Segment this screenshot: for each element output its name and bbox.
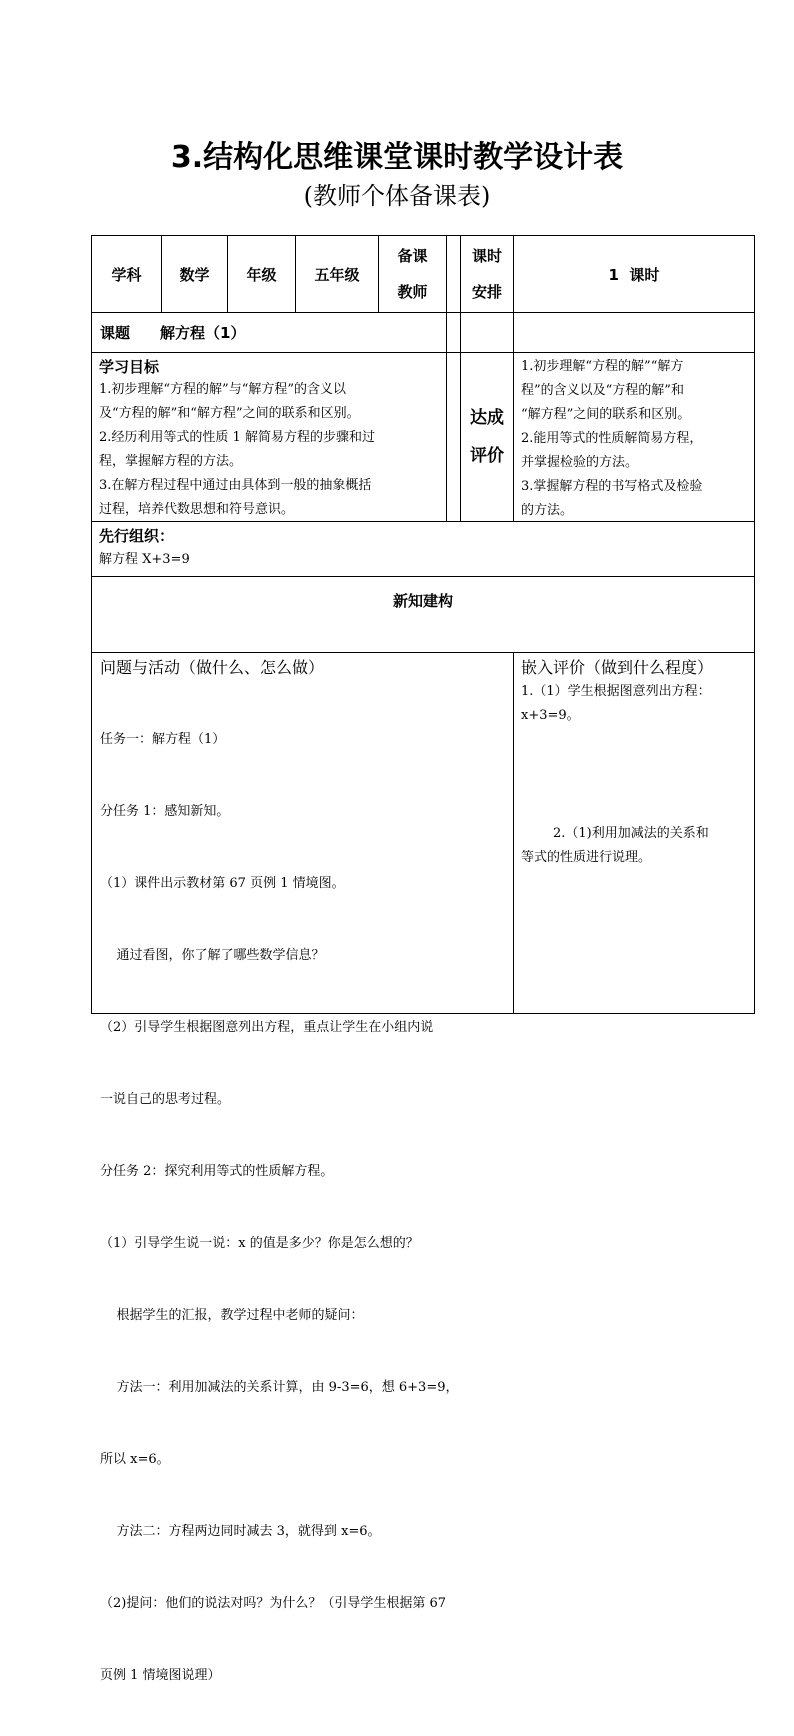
- activity-line: 任务一：解方程（1）: [100, 732, 226, 747]
- objective-line: 2.经历利用等式的性质 1 解简易方程的步骤和过: [99, 430, 375, 445]
- activity-line: 根据学生的汇报，教学过程中老师的疑问：: [100, 1308, 364, 1323]
- embedded-eval-item1: [521, 680, 753, 728]
- objective-line: 程，掌握解方程的方法。: [99, 454, 243, 469]
- evaluation-criteria: [521, 355, 753, 520]
- embedded-eval-heading: [521, 656, 753, 680]
- advance-organizer: [99, 524, 739, 574]
- activity-line: （2）引导学生根据图意列出方程，重点让学生在小组内说: [100, 1020, 434, 1035]
- activity-line: （1）课件出示教材第 67 页例 1 情境图。: [100, 876, 345, 891]
- objectives-heading: 学习目标: [99, 358, 160, 376]
- learning-objectives: [99, 356, 445, 521]
- embedded-eval-line: 2.（1)利用加减法的关系和: [553, 826, 709, 841]
- objective-line: 过程，培养代数思想和符号意识。: [99, 502, 295, 517]
- advance-organizer-heading: 先行组织：: [99, 527, 175, 545]
- activity-line: （1）引导学生说一说：x 的值是多少？你是怎么想的？: [100, 1236, 419, 1251]
- activity-line: （2)提问：他们的说法对吗？为什么？（引导学生根据第 67: [100, 1596, 447, 1611]
- document-title: 3.结构化思维课堂课时教学设计表: [170, 140, 624, 175]
- activity-line: 一说自己的思考过程。: [100, 1092, 231, 1107]
- prep-teacher-label-line1: 备课: [397, 247, 428, 265]
- advance-organizer-text: 解方程 X+3=9: [99, 552, 190, 567]
- activity-line: 分任务 1：感知新知。: [100, 804, 230, 819]
- activity-line: 通过看图，你了解了哪些数学信息？: [100, 948, 325, 963]
- activity-line: 方法二：方程两边同时减去 3，就得到 x=6。: [100, 1524, 381, 1539]
- period-value: 1 课时: [608, 265, 660, 284]
- topic-row: [100, 313, 440, 352]
- grade-label: 年级: [246, 265, 277, 284]
- prep-teacher-label: [379, 236, 446, 312]
- grade-value: 五年级: [314, 265, 360, 284]
- activities-heading: 问题与活动（做什么、怎么做）: [100, 658, 325, 677]
- objectives-text: [99, 378, 445, 522]
- embedded-evaluation: [521, 656, 753, 1012]
- objective-line: 1.初步理解“方程的解”与“解方程”的含义以: [99, 382, 346, 397]
- topic-label: 课题: [100, 324, 131, 342]
- embedded-eval-line: 1.（1）学生根据图意列出方程：: [521, 684, 711, 699]
- period-label-line1: 课时: [471, 247, 502, 265]
- period-label: [461, 236, 513, 312]
- subject-value: 数学: [179, 265, 210, 284]
- eval-line: 2.能用等式的性质解简易方程，: [521, 431, 703, 446]
- activity-line: 页例 1 情境图说理）: [100, 1668, 221, 1683]
- prep-teacher-label-line2: 教师: [397, 283, 428, 301]
- embedded-eval-heading-text: 嵌入评价（做到什么程度）: [521, 658, 714, 677]
- eval-line: 3.掌握解方程的书写格式及检验: [521, 479, 703, 494]
- activities-section: [100, 656, 512, 1683]
- eval-line: 程”的含义以及“方程的解”和: [521, 383, 684, 398]
- subject-label: 学科: [111, 265, 142, 284]
- activities-text: [100, 680, 512, 1736]
- objective-line: 3.在解方程过程中通过由具体到一般的抽象概括: [99, 478, 372, 493]
- document-subtitle: (教师个体备课表): [303, 182, 491, 210]
- embedded-eval-line: x+3=9。: [521, 708, 580, 723]
- eval-line: “解方程”之间的联系和区别。: [521, 407, 691, 422]
- eval-line: 的方法。: [521, 503, 574, 518]
- achievement-eval-line2: 评价: [470, 446, 504, 466]
- achievement-eval-label: [461, 353, 513, 521]
- activity-line: 方法一：利用加减法的关系计算，由 9-3=6，想 6+3=9，: [100, 1380, 459, 1395]
- embedded-eval-line: 等式的性质进行说理。: [521, 850, 652, 865]
- eval-line: 并掌握检验的方法。: [521, 455, 639, 470]
- eval-line: 1.初步理解“方程的解”“解方: [521, 359, 684, 374]
- activity-line: 分任务 2：探究利用等式的性质解方程。: [100, 1164, 334, 1179]
- objective-line: 及“方程的解”和“解方程”之间的联系和区别。: [99, 406, 360, 421]
- embedded-eval-item2: [521, 822, 753, 870]
- achievement-eval-line1: 达成: [470, 408, 504, 428]
- period-label-line2: 安排: [471, 283, 502, 301]
- activity-line: 所以 x=6。: [100, 1452, 170, 1467]
- topic-value: 解方程（1）: [160, 324, 246, 342]
- new-knowledge-heading: 新知建构: [392, 592, 453, 610]
